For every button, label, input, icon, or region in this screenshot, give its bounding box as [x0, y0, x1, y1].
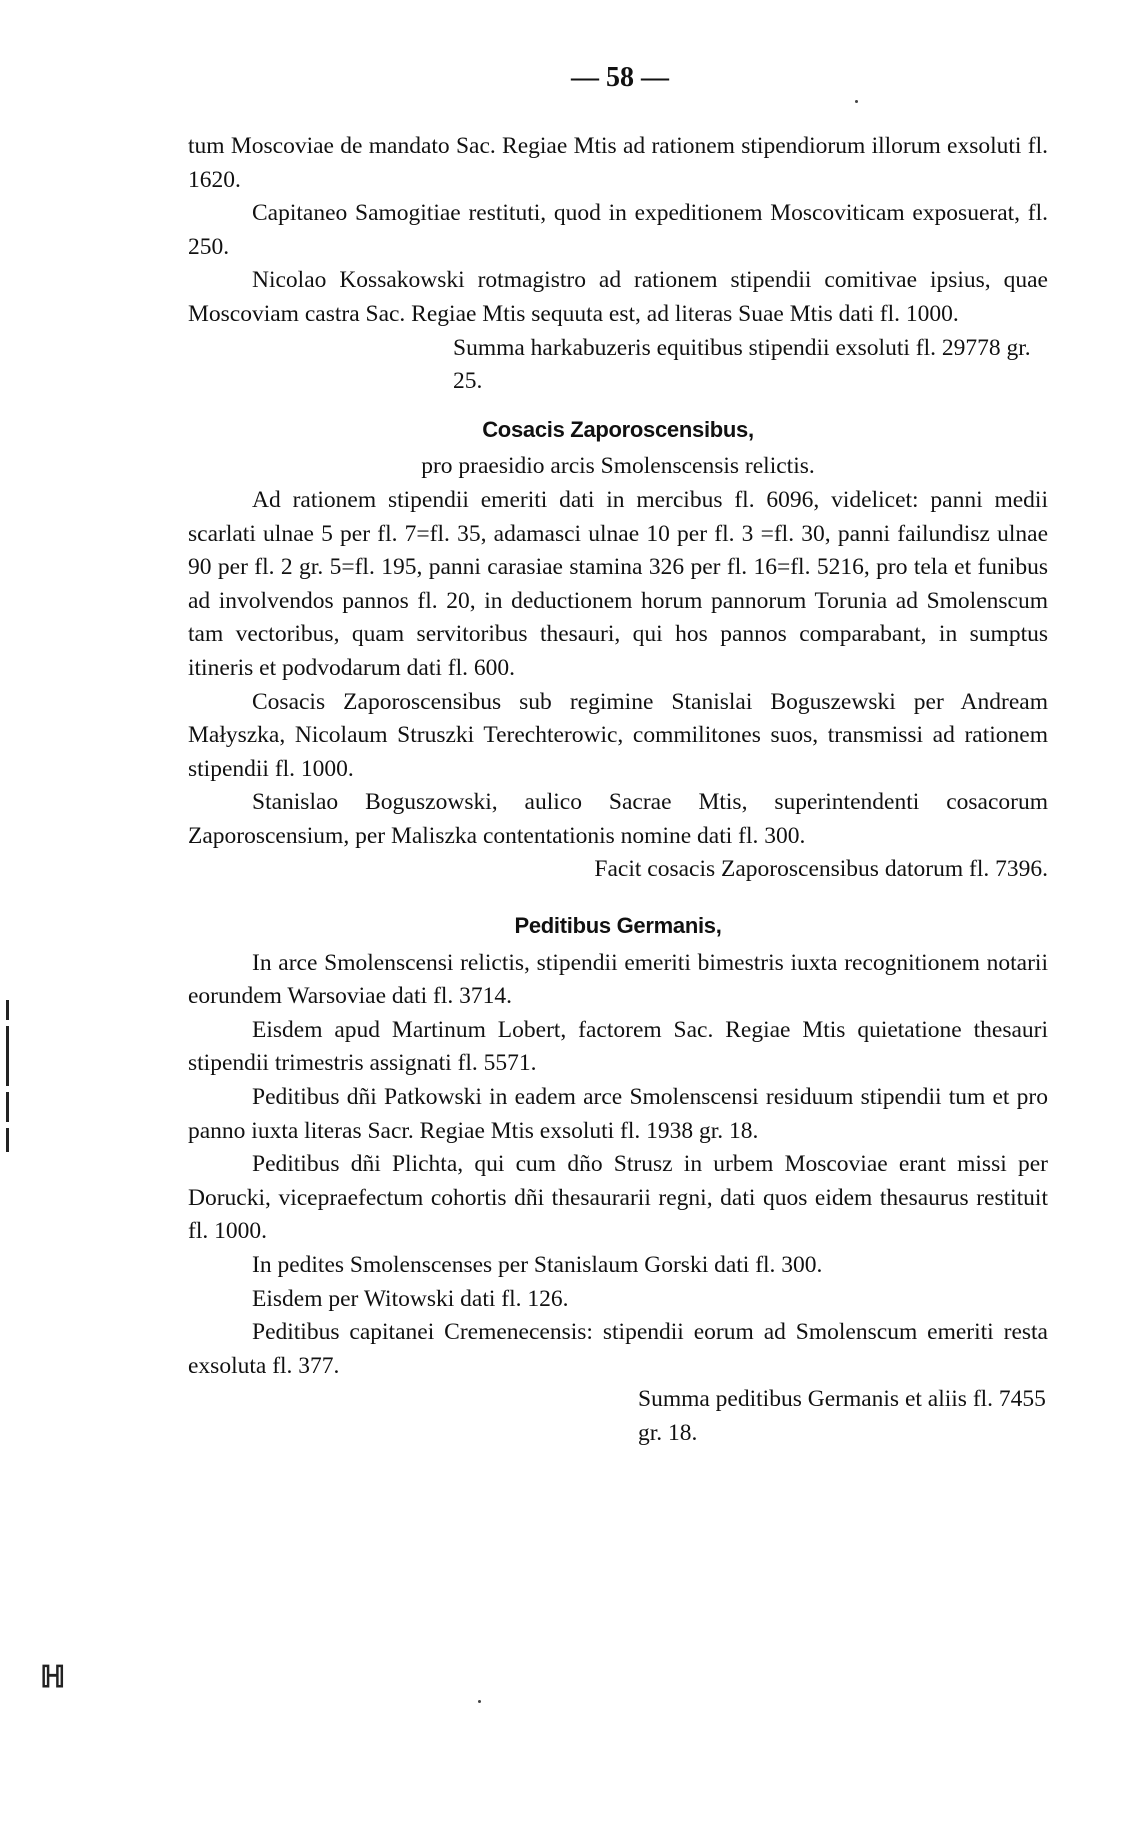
paragraph: Eisdem per Witowski dati fl. 126. [252, 1285, 569, 1312]
paragraph: Peditibus capitanei Cremenecensis: stipendii eorum ad Smolenscum emeriti resta exsoluta fl. 377. [188, 1319, 1048, 1379]
paragraph: Nicolao Kossakowski rotmagistro ad rationem stipendii comitivae ipsius, quae Moscoviam castra Sac. Regiae Mtis sequuta est, ad literas Suae Mtis dati fl. 1000. [188, 267, 1048, 327]
paragraph: Peditibus dñi Plichta, qui cum dño Strusz in urbem Moscoviae erant missi per Dorucki, vicepraefectum cohortis dñi thesaurarii regni, dati quos eidem thesaurus restituit fl. 1000. [188, 1151, 1048, 1245]
paragraph: Eisdem apud Martinum Lobert, factorem Sac. Regiae Mtis quietatione thesauri stipendii trimestris assignati fl. 5571. [188, 1016, 1048, 1077]
paragraph: Peditibus dñi Patkowski in eadem arce Smolenscensi residuum stipendii tum et pro panno iuxta literas Sacr. Regiae Mtis exsoluti fl. 1938 gr. 18. [188, 1084, 1048, 1144]
page-number: — 58 — [571, 62, 669, 93]
section-heading-peditibus: Peditibus Germanis, [514, 913, 722, 939]
paragraph: Ad rationem stipendii emeriti dati in mercibus fl. 6096, videlicet: panni medii scarlati ulnae 5 per fl. 7=fl. 35, adamasci ulnae 10 per fl. 3 =fl. 30, panni failundisz ulnae 90 per fl. 2 gr. 5=fl. 195, panni carasiae stamina 326 per fl. 16=fl. 5216, pro tela et funibus ad involvendos pannos fl. 20, in deductionem horum pannorum Torunia ad Smolenscum tam vectoribus, quam servitoribus thesauri, qui hos pannos comparabant, in sumptus itineris et podvodarum dati fl. 600. [188, 486, 1048, 681]
speck [478, 1700, 481, 1703]
facit-cosacis: Facit cosacis Zaporoscensibus datorum fl. 7396. [594, 856, 1048, 883]
section-subheading-cosacis: pro praesidio arcis Smolenscensis relictis. [421, 453, 815, 480]
section-heading-cosacis: Cosacis Zaporoscensibus, [482, 416, 754, 442]
paragraph: In arce Smolenscensi relictis, stipendii emeriti bimestris iuxta recognitionem notarii eorundem Warsoviae dati fl. 3714. [188, 949, 1048, 1010]
paragraph: Capitaneo Samogitiae restituti, quod in expeditionem Moscoviticam exposuerat, fl. 250. [188, 200, 1048, 260]
corner-mark: ℍ [40, 1661, 66, 1694]
summa-harkabuzeris: Summa harkabuzeris equitibus stipendii exsoluti fl. 29778 gr. 25. [453, 334, 1031, 395]
paragraph: tum Moscoviae de mandato Sac. Regiae Mtis ad rationem stipendiorum illorum exsoluti fl. 1620. [188, 133, 1048, 193]
speck [855, 100, 858, 103]
summa-peditibus: Summa peditibus Germanis et aliis fl. 7455 gr. 18. [638, 1386, 1046, 1446]
paragraph: Stanislao Boguszowski, aulico Sacrae Mtis, superintendenti cosacorum Zaporoscensium, per Maliszka contentationis nomine dati fl. 300. [188, 789, 1048, 849]
margin-scan-marks [6, 1000, 14, 1180]
paragraph: Cosacis Zaporoscensibus sub regimine Stanislai Boguszewski per Andream Małyszka, Nicolaum Struszki Terechterowic, commilitones suos, transmissi ad rationem stipendii fl. 1000. [188, 688, 1048, 782]
main-text [188, 130, 1048, 1451]
paragraph: In pedites Smolenscenses per Stanislaum Gorski dati fl. 300. [252, 1252, 823, 1278]
